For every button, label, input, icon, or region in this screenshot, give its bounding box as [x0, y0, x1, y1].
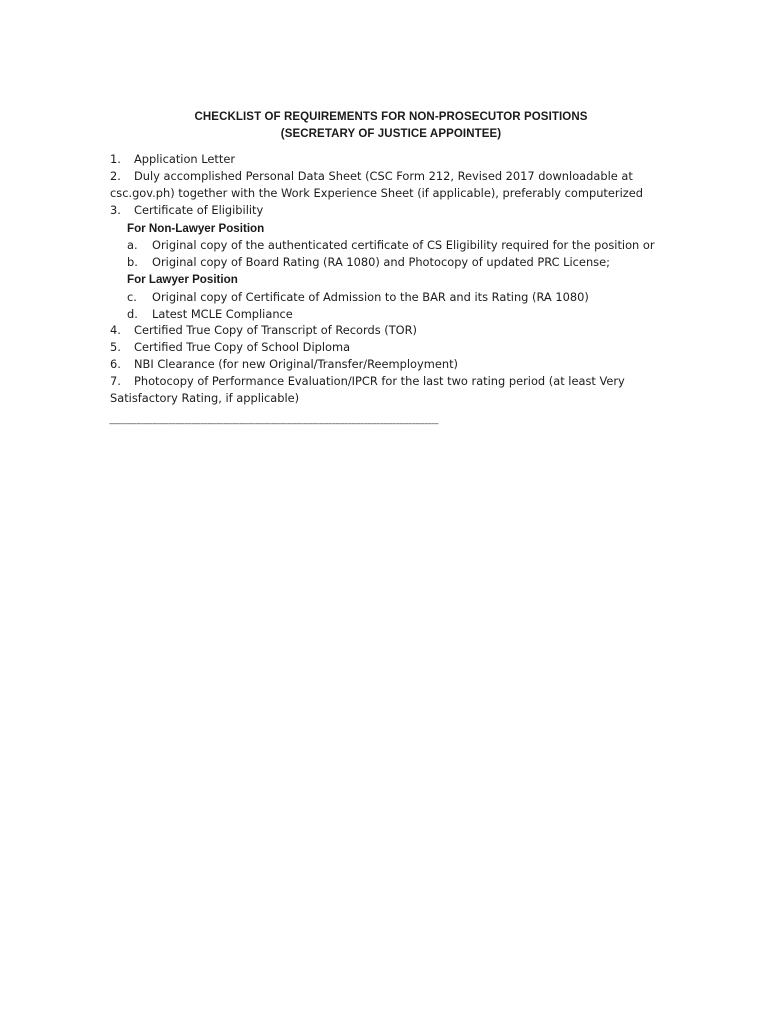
- list-item: [110, 373, 625, 390]
- sub-list-item: [127, 237, 655, 254]
- item-text: Photocopy of Performance Evaluation/IPCR for the last two rating period (at least Very: [134, 374, 625, 388]
- item-text: Certificate of Eligibility: [134, 203, 264, 217]
- sub-list-item: [127, 254, 610, 271]
- list-item: [110, 202, 263, 219]
- item-text: Duly accomplished Personal Data Sheet (CSC Form 212, Revised 2017 downloadable at: [134, 169, 633, 183]
- item-text: NBI Clearance (for new Original/Transfer/Reemployment): [134, 357, 458, 371]
- sub-item-text: Original copy of the authenticated certificate of CS Eligibility required for the position or: [152, 238, 655, 252]
- item-number: 4.: [110, 323, 121, 337]
- item-number: 2.: [110, 169, 121, 183]
- dashed-separator: ------------------------------------------------------------------------------------------------------------------------------------------------: [109, 419, 439, 428]
- sub-item-letter: b.: [127, 255, 138, 269]
- list-item: [110, 356, 458, 373]
- lawyer-heading: For Lawyer Position: [127, 273, 238, 286]
- list-item-continuation: Satisfactory Rating, if applicable): [110, 391, 300, 405]
- list-item: [110, 168, 633, 185]
- item-number: 1.: [110, 152, 121, 166]
- item-number: 5.: [110, 340, 121, 354]
- sub-item-text: Latest MCLE Compliance: [152, 307, 293, 321]
- item-number: 3.: [110, 203, 121, 217]
- document-title: CHECKLIST OF REQUIREMENTS FOR NON-PROSECUTOR POSITIONS: [194, 111, 588, 123]
- list-item: [110, 151, 235, 168]
- item-number: 6.: [110, 357, 121, 371]
- item-text: Application Letter: [134, 152, 236, 166]
- non-lawyer-heading: For Non-Lawyer Position: [127, 222, 265, 235]
- list-item: [110, 322, 417, 339]
- document-subtitle: (SECRETARY OF JUSTICE APPOINTEE): [280, 128, 502, 140]
- list-item-continuation: csc.gov.ph) together with the Work Experience Sheet (if applicable), preferably computerized: [110, 186, 643, 200]
- item-text: Certified True Copy of School Diploma: [134, 340, 351, 354]
- sub-item-text: Original copy of Certificate of Admission to the BAR and its Rating (RA 1080): [152, 290, 589, 304]
- sub-item-letter: a.: [127, 238, 138, 252]
- sub-item-text: Original copy of Board Rating (RA 1080) and Photocopy of updated PRC License;: [152, 255, 610, 269]
- item-number: 7.: [110, 374, 121, 388]
- sub-item-letter: c.: [127, 290, 137, 304]
- sub-list-item: [127, 289, 589, 306]
- item-text: Certified True Copy of Transcript of Records (TOR): [134, 323, 417, 337]
- list-item: [110, 339, 350, 356]
- sub-list-item: [127, 306, 293, 323]
- sub-item-letter: d.: [127, 307, 138, 321]
